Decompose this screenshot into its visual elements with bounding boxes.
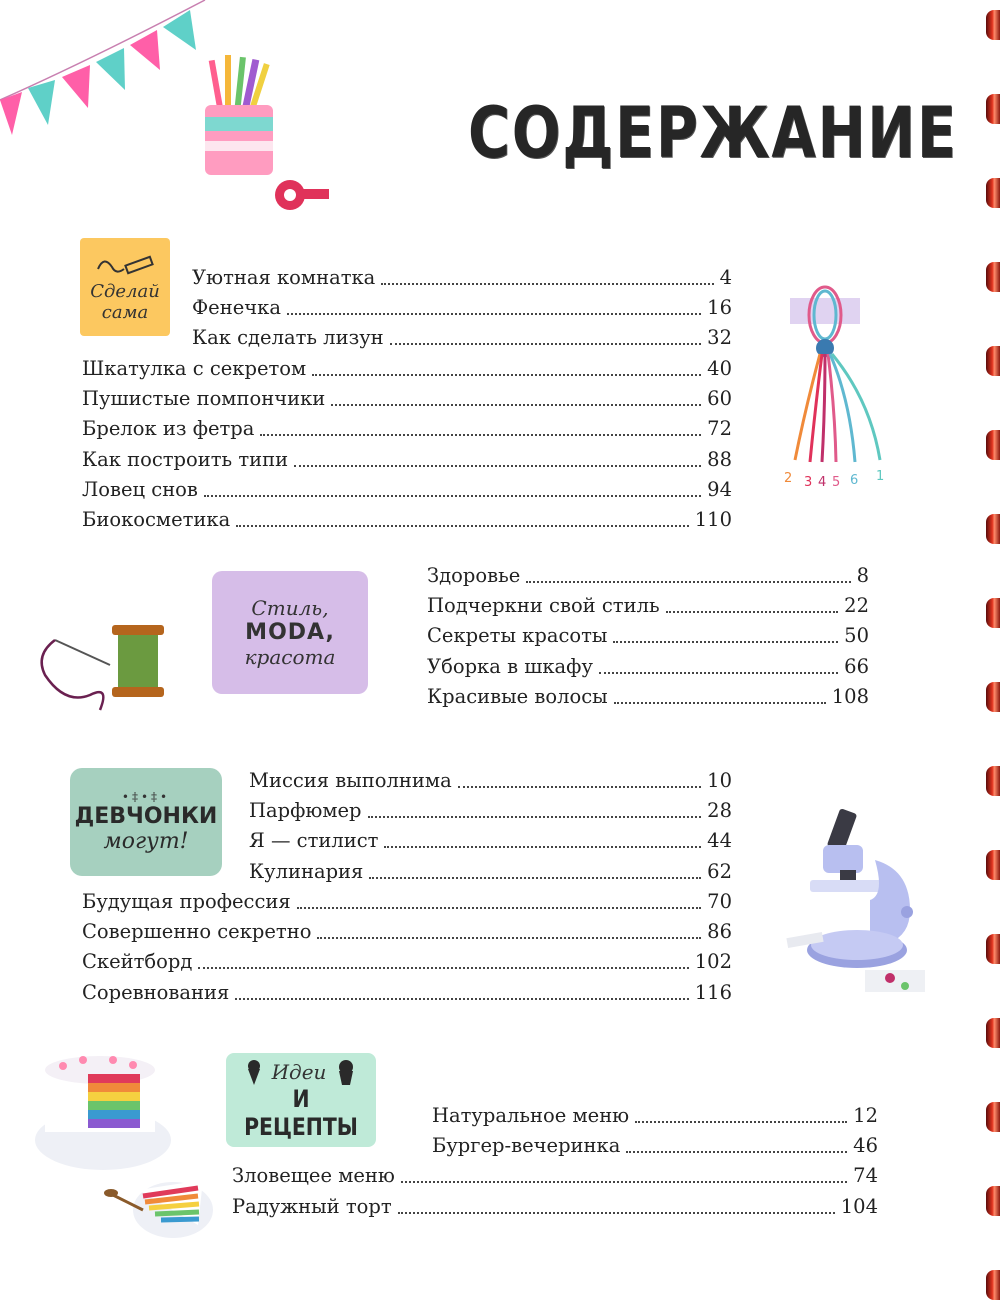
badge-girls-can xyxy=(70,768,222,876)
toc-entry-label: Будущая профессия xyxy=(82,890,291,913)
leader-dots xyxy=(390,343,701,345)
toc-entry-page: 116 xyxy=(694,981,732,1004)
leader-dots xyxy=(401,1181,847,1183)
toc-entry[interactable] xyxy=(432,1102,878,1128)
toc-entry-page: 70 xyxy=(707,890,732,913)
toc-entry-label: Шкатулка с секретом xyxy=(82,357,307,380)
pencil-cup-icon xyxy=(195,55,335,215)
toc-entry-label: Уютная комнатка xyxy=(192,266,376,289)
toc-entry-label: Парфюмер xyxy=(249,799,362,822)
leader-dots xyxy=(626,1151,847,1153)
leader-dots xyxy=(260,434,701,436)
bracelet-number: 2 xyxy=(784,471,793,486)
toc-entry-label: Миссия выполнима xyxy=(249,769,452,792)
leader-dots xyxy=(381,283,713,285)
toc-entry-page: 44 xyxy=(707,829,732,852)
toc-entry[interactable] xyxy=(82,415,732,441)
toc-entry[interactable] xyxy=(249,767,732,793)
toc-entry-label: Красивые волосы xyxy=(427,685,608,708)
toc-entry[interactable] xyxy=(82,446,732,472)
binding-ring xyxy=(986,10,1000,40)
toc-entry-label: Я — стилист xyxy=(249,829,379,852)
leader-dots xyxy=(198,967,688,969)
bunting-decoration xyxy=(0,0,210,150)
toc-entry[interactable] xyxy=(249,858,732,884)
leader-dots xyxy=(294,465,701,467)
rainbow-cake-icon xyxy=(33,1050,218,1250)
toc-entry-page: 102 xyxy=(694,950,732,973)
badge-diy-line2: сама xyxy=(101,302,149,323)
toc-entry[interactable] xyxy=(192,324,732,350)
toc-entry[interactable] xyxy=(427,562,869,588)
binding-ring xyxy=(986,346,1000,376)
leader-dots xyxy=(666,611,839,613)
toc-entry-page: 22 xyxy=(844,594,869,617)
toc-entry[interactable] xyxy=(427,592,869,618)
binding-ring xyxy=(986,1018,1000,1048)
toc-entry-label: Натуральное меню xyxy=(432,1104,630,1127)
toc-entry[interactable] xyxy=(249,827,732,853)
toc-entry-page: 8 xyxy=(856,564,869,587)
toc-entry[interactable] xyxy=(82,948,732,974)
toc-entry-page: 4 xyxy=(719,266,732,289)
toc-entry[interactable] xyxy=(82,476,732,502)
toc-entry-page: 86 xyxy=(707,920,732,943)
toc-entry[interactable] xyxy=(82,979,732,1005)
bracelet-number: 4 xyxy=(818,475,827,490)
needle-and-thread-icon xyxy=(30,615,180,720)
binding-ring xyxy=(986,766,1000,796)
toc-entry-page: 50 xyxy=(844,624,869,647)
toc-entry[interactable] xyxy=(192,294,732,320)
toc-entry-label: Фенечка xyxy=(192,296,281,319)
toc-entry-label: Бургер-вечеринка xyxy=(432,1134,621,1157)
leader-dots xyxy=(384,846,701,848)
toc-entry-page: 94 xyxy=(707,478,732,501)
toc-entry-page: 16 xyxy=(707,296,732,319)
badge-girls-can-ornament: •‡•‡• xyxy=(121,790,171,804)
leader-dots xyxy=(613,641,838,643)
toc-entry-page: 60 xyxy=(707,387,732,410)
binding-ring xyxy=(986,262,1000,292)
toc-entry-label: Подчеркни свой стиль xyxy=(427,594,660,617)
leader-dots xyxy=(312,374,701,376)
toc-entry-page: 40 xyxy=(707,357,732,380)
toc-entry[interactable] xyxy=(427,653,869,679)
bracelet-number: 3 xyxy=(804,475,813,490)
binding-ring xyxy=(986,934,1000,964)
leader-dots xyxy=(317,937,701,939)
spiral-binding xyxy=(984,0,1000,1305)
badge-ideas-line1: Идеи xyxy=(271,1060,327,1084)
leader-dots xyxy=(599,672,838,674)
toc-entry-page: 74 xyxy=(853,1164,878,1187)
leader-dots xyxy=(368,816,702,818)
toc-entry-label: Биокосметика xyxy=(82,508,231,531)
badge-style-line2: MODA, xyxy=(245,620,335,645)
toc-entry-label: Брелок из фетра xyxy=(82,417,255,440)
toc-entry[interactable] xyxy=(82,918,732,944)
badge-style-line1: Стиль, xyxy=(251,596,329,620)
toc-entry-page: 104 xyxy=(840,1195,878,1218)
binding-ring xyxy=(986,682,1000,712)
leader-dots xyxy=(614,702,826,704)
binding-ring xyxy=(986,598,1000,628)
leader-dots xyxy=(235,998,688,1000)
toc-entry[interactable] xyxy=(427,622,869,648)
binding-ring xyxy=(986,430,1000,460)
toc-entry-label: Кулинария xyxy=(249,860,364,883)
friendship-bracelet-icon xyxy=(770,280,900,490)
toc-entry[interactable] xyxy=(82,506,732,532)
cupcake-icon xyxy=(336,1059,356,1085)
toc-entry-page: 28 xyxy=(707,799,732,822)
toc-entry-page: 32 xyxy=(707,326,732,349)
binding-ring xyxy=(986,178,1000,208)
toc-entry-page: 108 xyxy=(831,685,869,708)
toc-entry-label: Соревнования xyxy=(82,981,230,1004)
leader-dots xyxy=(204,495,701,497)
badge-diy-line1: Сделай xyxy=(90,281,160,302)
toc-entry-page: 10 xyxy=(707,769,732,792)
toc-entry-label: Пушистые помпончики xyxy=(82,387,326,410)
badge-style-line3: красота xyxy=(244,645,336,669)
toc-entry[interactable] xyxy=(432,1132,878,1158)
toc-entry-label: Ловец снов xyxy=(82,478,198,501)
bracelet-number: 6 xyxy=(850,473,859,488)
binding-ring xyxy=(986,1270,1000,1300)
toc-entry[interactable] xyxy=(82,888,732,914)
toc-entry-page: 66 xyxy=(844,655,869,678)
toc-entry-page: 72 xyxy=(707,417,732,440)
toc-entry-label: Как построить типи xyxy=(82,448,289,471)
badge-ideas-line2: И РЕЦЕПТЫ xyxy=(244,1085,358,1141)
toc-entry-label: Радужный торт xyxy=(232,1195,392,1218)
toc-entry[interactable] xyxy=(249,797,732,823)
badge-diy xyxy=(80,238,170,336)
leader-dots xyxy=(458,786,701,788)
ice-cream-icon xyxy=(246,1059,262,1085)
badge-style xyxy=(212,571,368,694)
leader-dots xyxy=(236,525,689,527)
bracelet-number: 5 xyxy=(832,475,841,490)
toc-entry[interactable] xyxy=(192,264,732,290)
toc-entry-label: Зловещее меню xyxy=(232,1164,395,1187)
binding-ring xyxy=(986,1102,1000,1132)
leader-dots xyxy=(287,313,701,315)
badge-girls-can-line1: ДЕВЧОНКИ xyxy=(74,804,218,829)
toc-entry-label: Здоровье xyxy=(427,564,521,587)
binding-ring xyxy=(986,1186,1000,1216)
toc-entry-page: 88 xyxy=(707,448,732,471)
toc-entry-label: Совершенно секретно xyxy=(82,920,312,943)
badge-girls-can-line2: могут! xyxy=(103,829,189,854)
leader-dots xyxy=(369,877,701,879)
toc-entry[interactable] xyxy=(427,683,869,709)
toc-entry-label: Секреты красоты xyxy=(427,624,608,647)
toc-entry-page: 46 xyxy=(853,1134,878,1157)
leader-dots xyxy=(297,907,701,909)
leader-dots xyxy=(331,404,701,406)
binding-ring xyxy=(986,94,1000,124)
badge-ideas-recipes xyxy=(226,1053,376,1147)
toc-entry[interactable] xyxy=(232,1193,878,1219)
leader-dots xyxy=(398,1212,835,1214)
toc-entry[interactable] xyxy=(82,355,732,381)
toc-entry-page: 12 xyxy=(853,1104,878,1127)
microscope-icon xyxy=(785,800,935,1000)
binding-ring xyxy=(986,514,1000,544)
toc-entry[interactable] xyxy=(82,385,732,411)
binding-ring xyxy=(986,850,1000,880)
page-title: СОДЕРЖАНИЕ xyxy=(468,92,958,174)
toc-entry-label: Скейтборд xyxy=(82,950,193,973)
toc-entry[interactable] xyxy=(232,1162,878,1188)
pencil-icon xyxy=(90,251,160,281)
bracelet-number: 1 xyxy=(876,469,885,484)
toc-entry-page: 62 xyxy=(707,860,732,883)
toc-entry-label: Уборка в шкафу xyxy=(427,655,593,678)
toc-entry-page: 110 xyxy=(694,508,732,531)
leader-dots xyxy=(635,1121,847,1123)
toc-entry-label: Как сделать лизун xyxy=(192,326,384,349)
leader-dots xyxy=(526,581,850,583)
